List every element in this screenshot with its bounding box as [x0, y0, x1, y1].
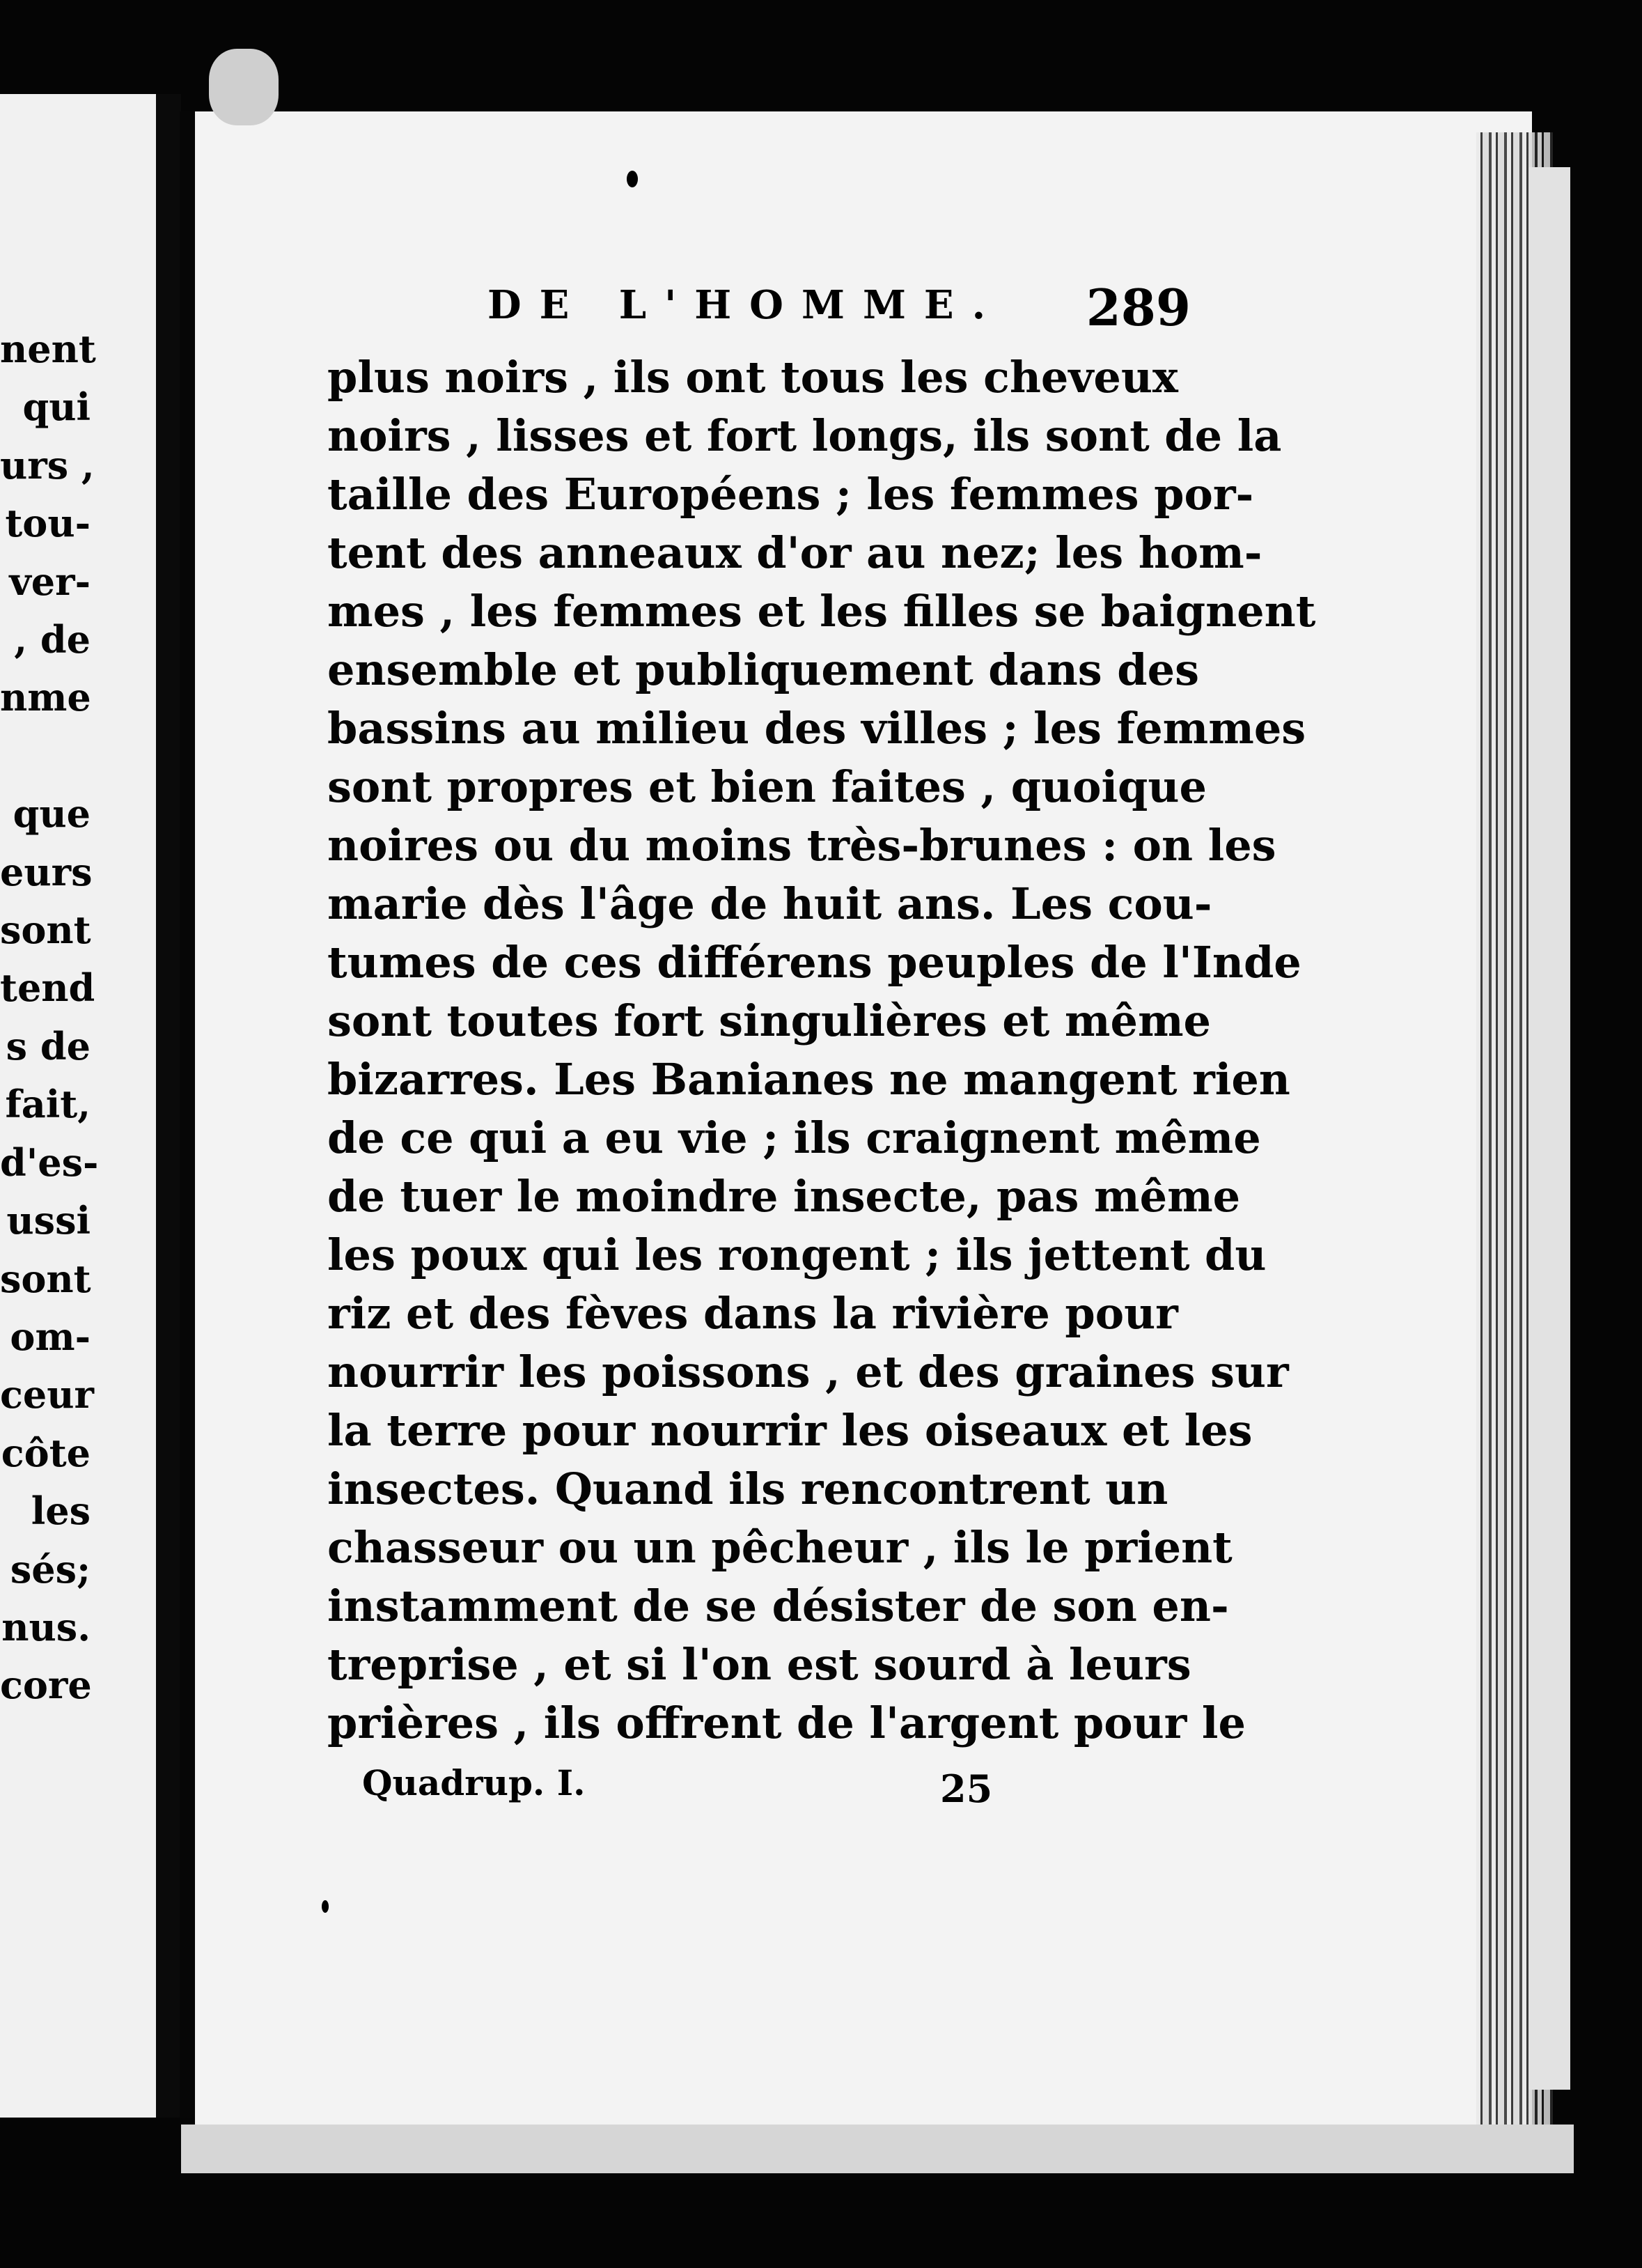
left-page-fragment: core: [0, 1663, 92, 1708]
text-line: marie dès l'âge de huit ans. Les cou-: [327, 878, 1212, 929]
text-line: tent des anneaux d'or au nez; les hom-: [327, 527, 1262, 578]
text-line: la terre pour nourrir les oiseaux et les: [327, 1405, 1253, 1456]
text-line: prières , ils offrent de l'argent pour le: [327, 1698, 1246, 1748]
text-line: riz et des fèves dans la rivière pour: [327, 1288, 1178, 1339]
left-page-fragment: sont: [0, 908, 91, 953]
page-fore-edge-light: [1528, 167, 1570, 2090]
left-page-fragment: sés;: [10, 1546, 91, 1592]
page-bottom-edge: [181, 2125, 1574, 2173]
signature-mark: Quadrup. I.: [362, 1762, 586, 1803]
text-line: noires ou du moins très-brunes : on les: [327, 820, 1276, 871]
left-page-fragment: nme: [0, 675, 91, 720]
left-page-fragment: , de: [14, 617, 91, 662]
left-page-fragment: que: [13, 791, 91, 837]
book-gutter: [180, 111, 195, 2118]
text-line: sont toutes fort singulières et même: [327, 995, 1212, 1046]
left-page-fragment: [0, 727, 91, 785]
text-line: de tuer le moindre insecte, pas même: [327, 1171, 1241, 1222]
signature-number: 25: [940, 1766, 993, 1811]
left-page-fragment: sont: [0, 1256, 91, 1301]
text-line: insectes. Quand ils rencontrent un: [327, 1463, 1168, 1514]
text-line: chasseur ou un pêcheur , ils le prient: [327, 1522, 1233, 1573]
text-line: ensemble et publiquement dans des: [327, 644, 1199, 695]
text-line: treprise , et si l'on est sourd à leurs: [327, 1639, 1191, 1690]
left-page-fragment: nus.: [1, 1604, 91, 1649]
text-line: instamment de se désister de son en-: [327, 1580, 1229, 1631]
left-page-fragment: urs ,: [0, 442, 95, 488]
left-page-fragment: côte: [1, 1430, 91, 1475]
left-page-fragment: tou-: [5, 501, 91, 546]
text-line: sont propres et bien faites , quoique: [327, 761, 1207, 812]
left-page-fragment: les: [31, 1489, 91, 1534]
left-page-fragment: qui: [22, 385, 91, 430]
page-footer: [362, 1762, 993, 1825]
text-line: nourrir les poissons , et des graines sur: [327, 1346, 1289, 1397]
page-header: [487, 278, 1191, 338]
left-page-fragment: s de: [6, 1023, 91, 1069]
text-line: les poux qui les rongent ; ils jettent du: [327, 1229, 1267, 1280]
text-line: noirs , lisses et fort longs, ils sont de la: [327, 410, 1282, 461]
left-page-fragment: nent: [0, 327, 96, 371]
running-head: DE L'HOMME.: [487, 282, 1004, 328]
ink-dot-icon: [627, 171, 638, 187]
binding-clasp-icon: [209, 49, 279, 125]
body-text: [327, 348, 1316, 1753]
left-page-fragment: d'es-: [0, 1140, 99, 1185]
left-page-text: [0, 320, 99, 1715]
left-page-fragment: tend: [0, 965, 95, 1011]
text-line: bizarres. Les Banianes ne mangent rien: [327, 1054, 1290, 1105]
left-page-fragment: om-: [10, 1314, 91, 1359]
page-number: 289: [1086, 278, 1191, 337]
text-line: mes , les femmes et les filles se baignent: [327, 586, 1316, 637]
left-page-edge: [156, 94, 181, 2118]
left-page-fragment: fait,: [5, 1082, 91, 1127]
text-line: tumes de ces différens peuples de l'Inde: [327, 937, 1301, 988]
text-line: de ce qui a eu vie ; ils craignent même: [327, 1112, 1261, 1163]
ink-dot-icon: [322, 1900, 329, 1913]
left-page-fragment: eurs: [0, 849, 93, 894]
left-page-fragment: ver-: [9, 559, 91, 604]
left-page-fragment: ceur: [0, 1372, 94, 1418]
text-line: plus noirs , ils ont tous les cheveux: [327, 352, 1178, 403]
text-line: bassins au milieu des villes ; les femmes: [327, 703, 1306, 754]
text-line: taille des Européens ; les femmes por-: [327, 469, 1254, 520]
left-page-fragment: ussi: [6, 1198, 91, 1243]
